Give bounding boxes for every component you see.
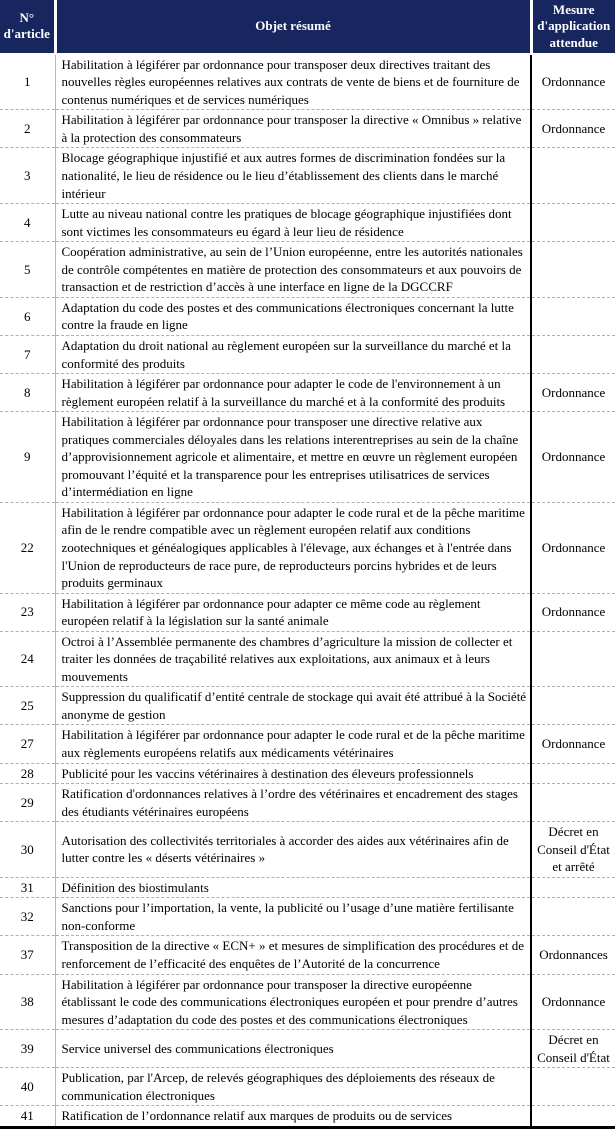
article-number-cell: 30 <box>0 822 55 878</box>
table-row <box>0 631 615 687</box>
article-number-cell: 41 <box>0 1106 55 1128</box>
table-row <box>0 148 615 204</box>
table-row <box>0 110 615 148</box>
mesure-attendue-cell: Décret en Conseil d'État et arrêté <box>531 822 615 878</box>
objet-resume-cell: Habilitation à légiférer par ordonnance pour transposer une directive relative aux pratiques commerciales déloyales dans les relations interentreprises au sein de la chaîne d’approvisionnement agricole et alimentaire, et mettre en œuvre un règlement européen promouvant l’équité et la transparence pour les entreprises utilisatrices de services d’intermédiation en ligne <box>55 412 531 503</box>
mesure-attendue-cell <box>531 335 615 373</box>
objet-resume-cell: Habilitation à légiférer par ordonnance pour transposer la directive « Omnibus » relative à la protection des consommateurs <box>55 110 531 148</box>
article-number-cell: 7 <box>0 335 55 373</box>
table-row <box>0 204 615 242</box>
mesure-attendue-cell <box>531 763 615 784</box>
objet-resume-cell: Publicité pour les vaccins vétérinaires à destination des éleveurs professionnels <box>55 763 531 784</box>
mesure-attendue-cell <box>531 297 615 335</box>
header-row <box>0 0 615 54</box>
objet-resume-cell: Publication, par l'Arcep, de relevés géographiques des déploiements des réseaux de communication électroniques <box>55 1068 531 1106</box>
objet-resume-cell: Adaptation du code des postes et des communications électroniques concernant la lutte contre la fraude en ligne <box>55 297 531 335</box>
objet-resume-cell: Transposition de la directive « ECN+ » et mesures de simplification des procédures et de renforcement de l’efficacité des enquêtes de l’Autorité de la concurrence <box>55 936 531 974</box>
article-number-cell: 37 <box>0 936 55 974</box>
article-number-cell: 25 <box>0 687 55 725</box>
article-number-cell: 3 <box>0 148 55 204</box>
article-number-cell: 31 <box>0 877 55 898</box>
article-number-cell: 6 <box>0 297 55 335</box>
article-number-cell: 38 <box>0 974 55 1030</box>
table-row <box>0 725 615 763</box>
table-row <box>0 297 615 335</box>
article-number-cell: 9 <box>0 412 55 503</box>
objet-resume-cell: Définition des biostimulants <box>55 877 531 898</box>
table-row <box>0 335 615 373</box>
mesure-attendue-cell <box>531 148 615 204</box>
article-number-cell: 29 <box>0 784 55 822</box>
table-row <box>0 1030 615 1068</box>
table-row <box>0 687 615 725</box>
mesure-attendue-cell <box>531 204 615 242</box>
table-row <box>0 1106 615 1128</box>
article-number-cell: 40 <box>0 1068 55 1106</box>
mesure-attendue-cell: Ordonnance <box>531 725 615 763</box>
mesure-attendue-cell <box>531 1106 615 1128</box>
table-row <box>0 936 615 974</box>
table-row <box>0 412 615 503</box>
objet-resume-cell: Ratification d'ordonnances relatives à l’ordre des vétérinaires et encadrement des stages des étudiants vétérinaires européens <box>55 784 531 822</box>
mesure-attendue-cell <box>531 898 615 936</box>
article-number-cell: 28 <box>0 763 55 784</box>
table-body <box>0 54 615 1128</box>
article-number-cell: 23 <box>0 593 55 631</box>
table-row <box>0 1068 615 1106</box>
mesure-attendue-cell <box>531 242 615 298</box>
table-row <box>0 974 615 1030</box>
article-number-cell: 4 <box>0 204 55 242</box>
header-objet-resume: Objet résumé <box>55 0 531 54</box>
objet-resume-cell: Habilitation à légiférer par ordonnance pour transposer la directive européenne établissant le code des communications électroniques européen et pour prendre d’autres mesures d’adaptation du code des postes et des communications électroniques <box>55 974 531 1030</box>
objet-resume-cell: Service universel des communications électroniques <box>55 1030 531 1068</box>
article-number-cell: 2 <box>0 110 55 148</box>
objet-resume-cell: Coopération administrative, au sein de l’Union européenne, entre les autorités nationales de contrôle compétentes en matière de protection des consommateurs et aux pouvoirs de transaction et de restriction d’accès à une interface en ligne de la DGCCRF <box>55 242 531 298</box>
objet-resume-cell: Habilitation à légiférer par ordonnance pour adapter le code de l'environnement à un règlement européen relatif à la surveillance du marché et à la conformité des produits <box>55 374 531 412</box>
article-number-cell: 27 <box>0 725 55 763</box>
article-number-cell: 32 <box>0 898 55 936</box>
mesure-attendue-cell <box>531 687 615 725</box>
objet-resume-cell: Adaptation du droit national au règlement européen sur la surveillance du marché et la conformité des produits <box>55 335 531 373</box>
mesure-attendue-cell: Ordonnance <box>531 974 615 1030</box>
table-row <box>0 593 615 631</box>
article-number-cell: 24 <box>0 631 55 687</box>
mesure-attendue-cell <box>531 1068 615 1106</box>
objet-resume-cell: Blocage géographique injustifié et aux autres formes de discrimination fondées sur la nationalité, le lieu de résidence ou le lieu d’établissement des clients dans le marché intérieur <box>55 148 531 204</box>
mesure-attendue-cell: Ordonnance <box>531 593 615 631</box>
table-row <box>0 822 615 878</box>
objet-resume-cell: Sanctions pour l’importation, la vente, la publicité ou l’usage d’une matière fertilisante non-conforme <box>55 898 531 936</box>
objet-resume-cell: Autorisation des collectivités territoriales à accorder des aides aux vétérinaires afin de lutter contre les « déserts vétérinaires » <box>55 822 531 878</box>
objet-resume-cell: Habilitation à légiférer par ordonnance pour adapter le code rural et de la pêche maritime afin de le rendre compatible avec un règlement européen relatif aux conditions zootechniques et généalogiques applicables à l'élevage, aux échanges et à l'entrée dans l'Union de reproducteurs de race pure, de reproducteurs porcins hybrides et de leurs produits germinaux <box>55 502 531 593</box>
mesure-attendue-cell: Ordonnance <box>531 374 615 412</box>
mesure-attendue-cell: Ordonnances <box>531 936 615 974</box>
table-row <box>0 898 615 936</box>
article-number-cell: 39 <box>0 1030 55 1068</box>
objet-resume-cell: Suppression du qualificatif d’entité centrale de stockage qui avait été attribué à la Société anonyme de gestion <box>55 687 531 725</box>
objet-resume-cell: Habilitation à légiférer par ordonnance pour transposer deux directives traitant des nouvelles règles européennes relatives aux contrats de vente de biens et de fourniture de contenus numériques et de services numériques <box>55 54 531 110</box>
objet-resume-cell: Lutte au niveau national contre les pratiques de blocage géographique injustifiées dont sont victimes les consommateurs eu égard à leur lieu de résidence <box>55 204 531 242</box>
table-row <box>0 54 615 110</box>
objet-resume-cell: Octroi à l’Assemblée permanente des chambres d’agriculture la mission de collecter et traiter les données de traçabilité relatives aux exploitations, aux animaux et à leurs mouvements <box>55 631 531 687</box>
table-row <box>0 877 615 898</box>
mesure-attendue-cell: Ordonnance <box>531 412 615 503</box>
header-article-number: N° d'article <box>0 0 55 54</box>
table-row <box>0 784 615 822</box>
objet-resume-cell: Habilitation à légiférer par ordonnance pour adapter le code rural et de la pêche maritime aux règlements européens relatifs aux médicaments vétérinaires <box>55 725 531 763</box>
mesure-attendue-cell: Ordonnance <box>531 54 615 110</box>
mesure-attendue-cell <box>531 631 615 687</box>
article-number-cell: 5 <box>0 242 55 298</box>
objet-resume-cell: Habilitation à légiférer par ordonnance pour adapter ce même code au règlement européen relatif à la législation sur la santé animale <box>55 593 531 631</box>
mesure-attendue-cell: Ordonnance <box>531 502 615 593</box>
table-row <box>0 242 615 298</box>
mesure-attendue-cell <box>531 784 615 822</box>
article-number-cell: 22 <box>0 502 55 593</box>
mesure-attendue-cell: Ordonnance <box>531 110 615 148</box>
article-number-cell: 1 <box>0 54 55 110</box>
mesure-attendue-cell <box>531 877 615 898</box>
table-row <box>0 502 615 593</box>
header-mesure-application: Mesure d'application attendue <box>531 0 615 54</box>
mesure-attendue-cell: Décret en Conseil d'État <box>531 1030 615 1068</box>
article-number-cell: 8 <box>0 374 55 412</box>
objet-resume-cell: Ratification de l’ordonnance relatif aux marques de produits ou de services <box>55 1106 531 1128</box>
table-row <box>0 763 615 784</box>
table-row <box>0 374 615 412</box>
